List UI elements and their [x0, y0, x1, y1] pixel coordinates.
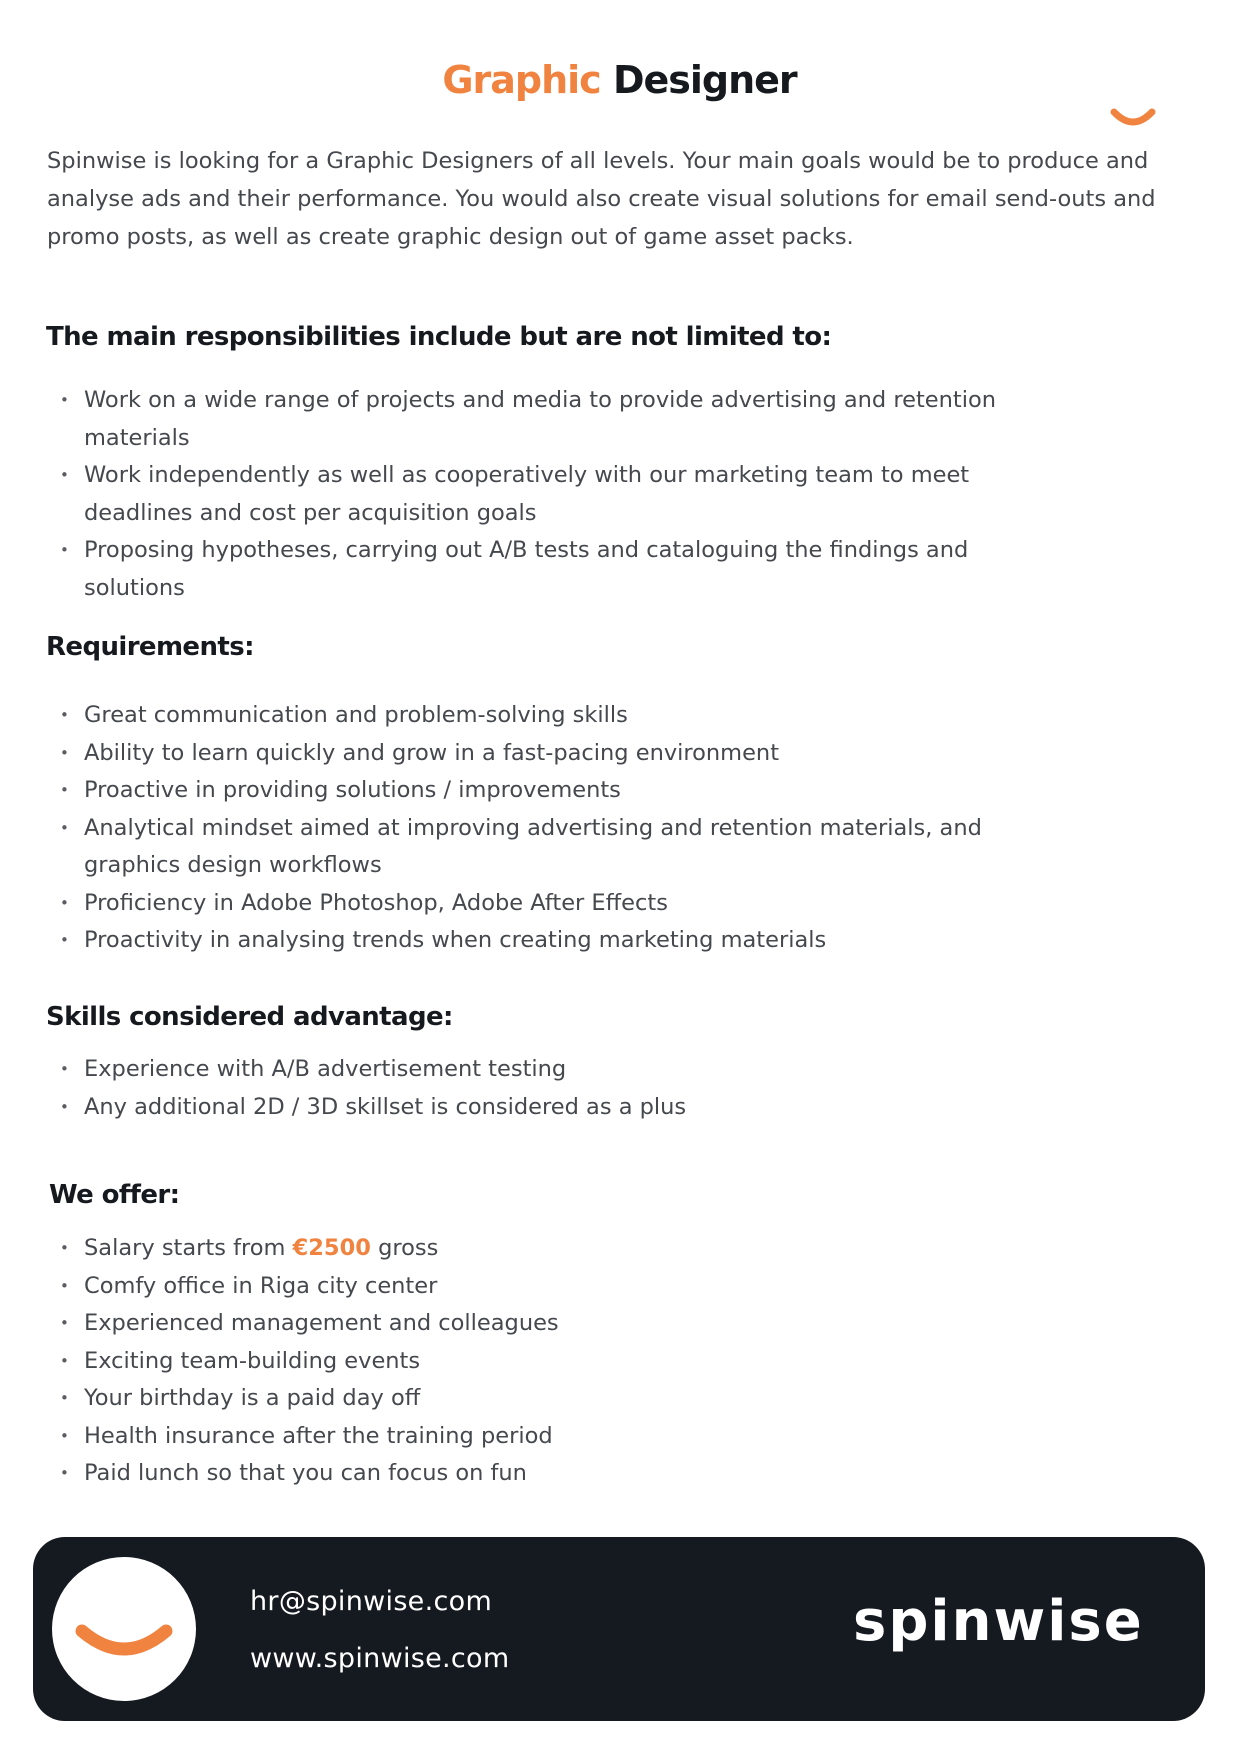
offer-list: [60, 1230, 1060, 1493]
skills-list: [60, 1051, 1060, 1126]
avatar: [52, 1557, 196, 1701]
list-item: • Proactivity in analysing trends when creating marketing materials: [60, 922, 1020, 960]
list-item: • Paid lunch so that you can focus on fun: [60, 1455, 1060, 1493]
spinwise-logo: spinwise: [853, 1589, 1144, 1654]
list-item: • Great communication and problem-solving skills: [60, 697, 1020, 735]
list-item: • Proactive in providing solutions / improvements: [60, 772, 1020, 810]
logo-swoosh-icon: [1108, 106, 1158, 132]
list-item: • Your birthday is a paid day off: [60, 1380, 1060, 1418]
list-item: • Exciting team-building events: [60, 1343, 1060, 1381]
salary-prefix: Salary starts from: [84, 1235, 286, 1261]
contact-footer: [33, 1537, 1205, 1721]
email-link[interactable]: hr@spinwise.com: [250, 1586, 493, 1617]
salary-suffix: gross: [378, 1235, 439, 1261]
website-link[interactable]: www.spinwise.com: [250, 1643, 510, 1674]
list-item: • Experience with A/B advertisement testing: [60, 1051, 1060, 1089]
list-item: • Ability to learn quickly and grow in a fast-pacing environment: [60, 735, 1020, 773]
title-rest: Designer: [612, 58, 797, 102]
list-item: • Comfy office in Riga city center: [60, 1268, 1060, 1306]
list-item: • Work independently as well as cooperatively with our marketing team to meet deadlines and cost per acquisition goals: [60, 457, 1070, 532]
title-accent: Graphic: [442, 58, 601, 102]
requirements-list: [60, 697, 1020, 960]
offer-heading: We offer:: [49, 1180, 180, 1210]
list-item: • Experienced management and colleagues: [60, 1305, 1060, 1343]
responsibilities-list: [60, 382, 1070, 607]
intro-paragraph: Spinwise is looking for a Graphic Designers of all levels. Your main goals would be to produce and analyse ads and their performance. You would also create visual solutions for email send-outs and promo posts, as well as create graphic design out of game asset packs.: [47, 148, 1156, 250]
responsibilities-heading: The main responsibilities include but are not limited to:: [46, 322, 832, 352]
salary-item: [60, 1230, 1060, 1268]
list-item: • Any additional 2D / 3D skillset is considered as a plus: [60, 1089, 1060, 1127]
page-title: [0, 58, 1239, 102]
salary-amount: €2500: [292, 1235, 371, 1261]
skills-heading: Skills considered advantage:: [46, 1002, 453, 1032]
list-item: • Proficiency in Adobe Photoshop, Adobe After Effects: [60, 885, 1020, 923]
list-item: • Proposing hypotheses, carrying out A/B tests and cataloguing the findings and solutions: [60, 532, 1070, 607]
list-item: • Work on a wide range of projects and media to provide advertising and retention materials: [60, 382, 1070, 457]
smile-icon: [52, 1557, 196, 1701]
list-item: • Health insurance after the training period: [60, 1418, 1060, 1456]
list-item: • Analytical mindset aimed at improving advertising and retention materials, and graphics design workflows: [60, 810, 1020, 885]
requirements-heading: Requirements:: [46, 632, 254, 662]
